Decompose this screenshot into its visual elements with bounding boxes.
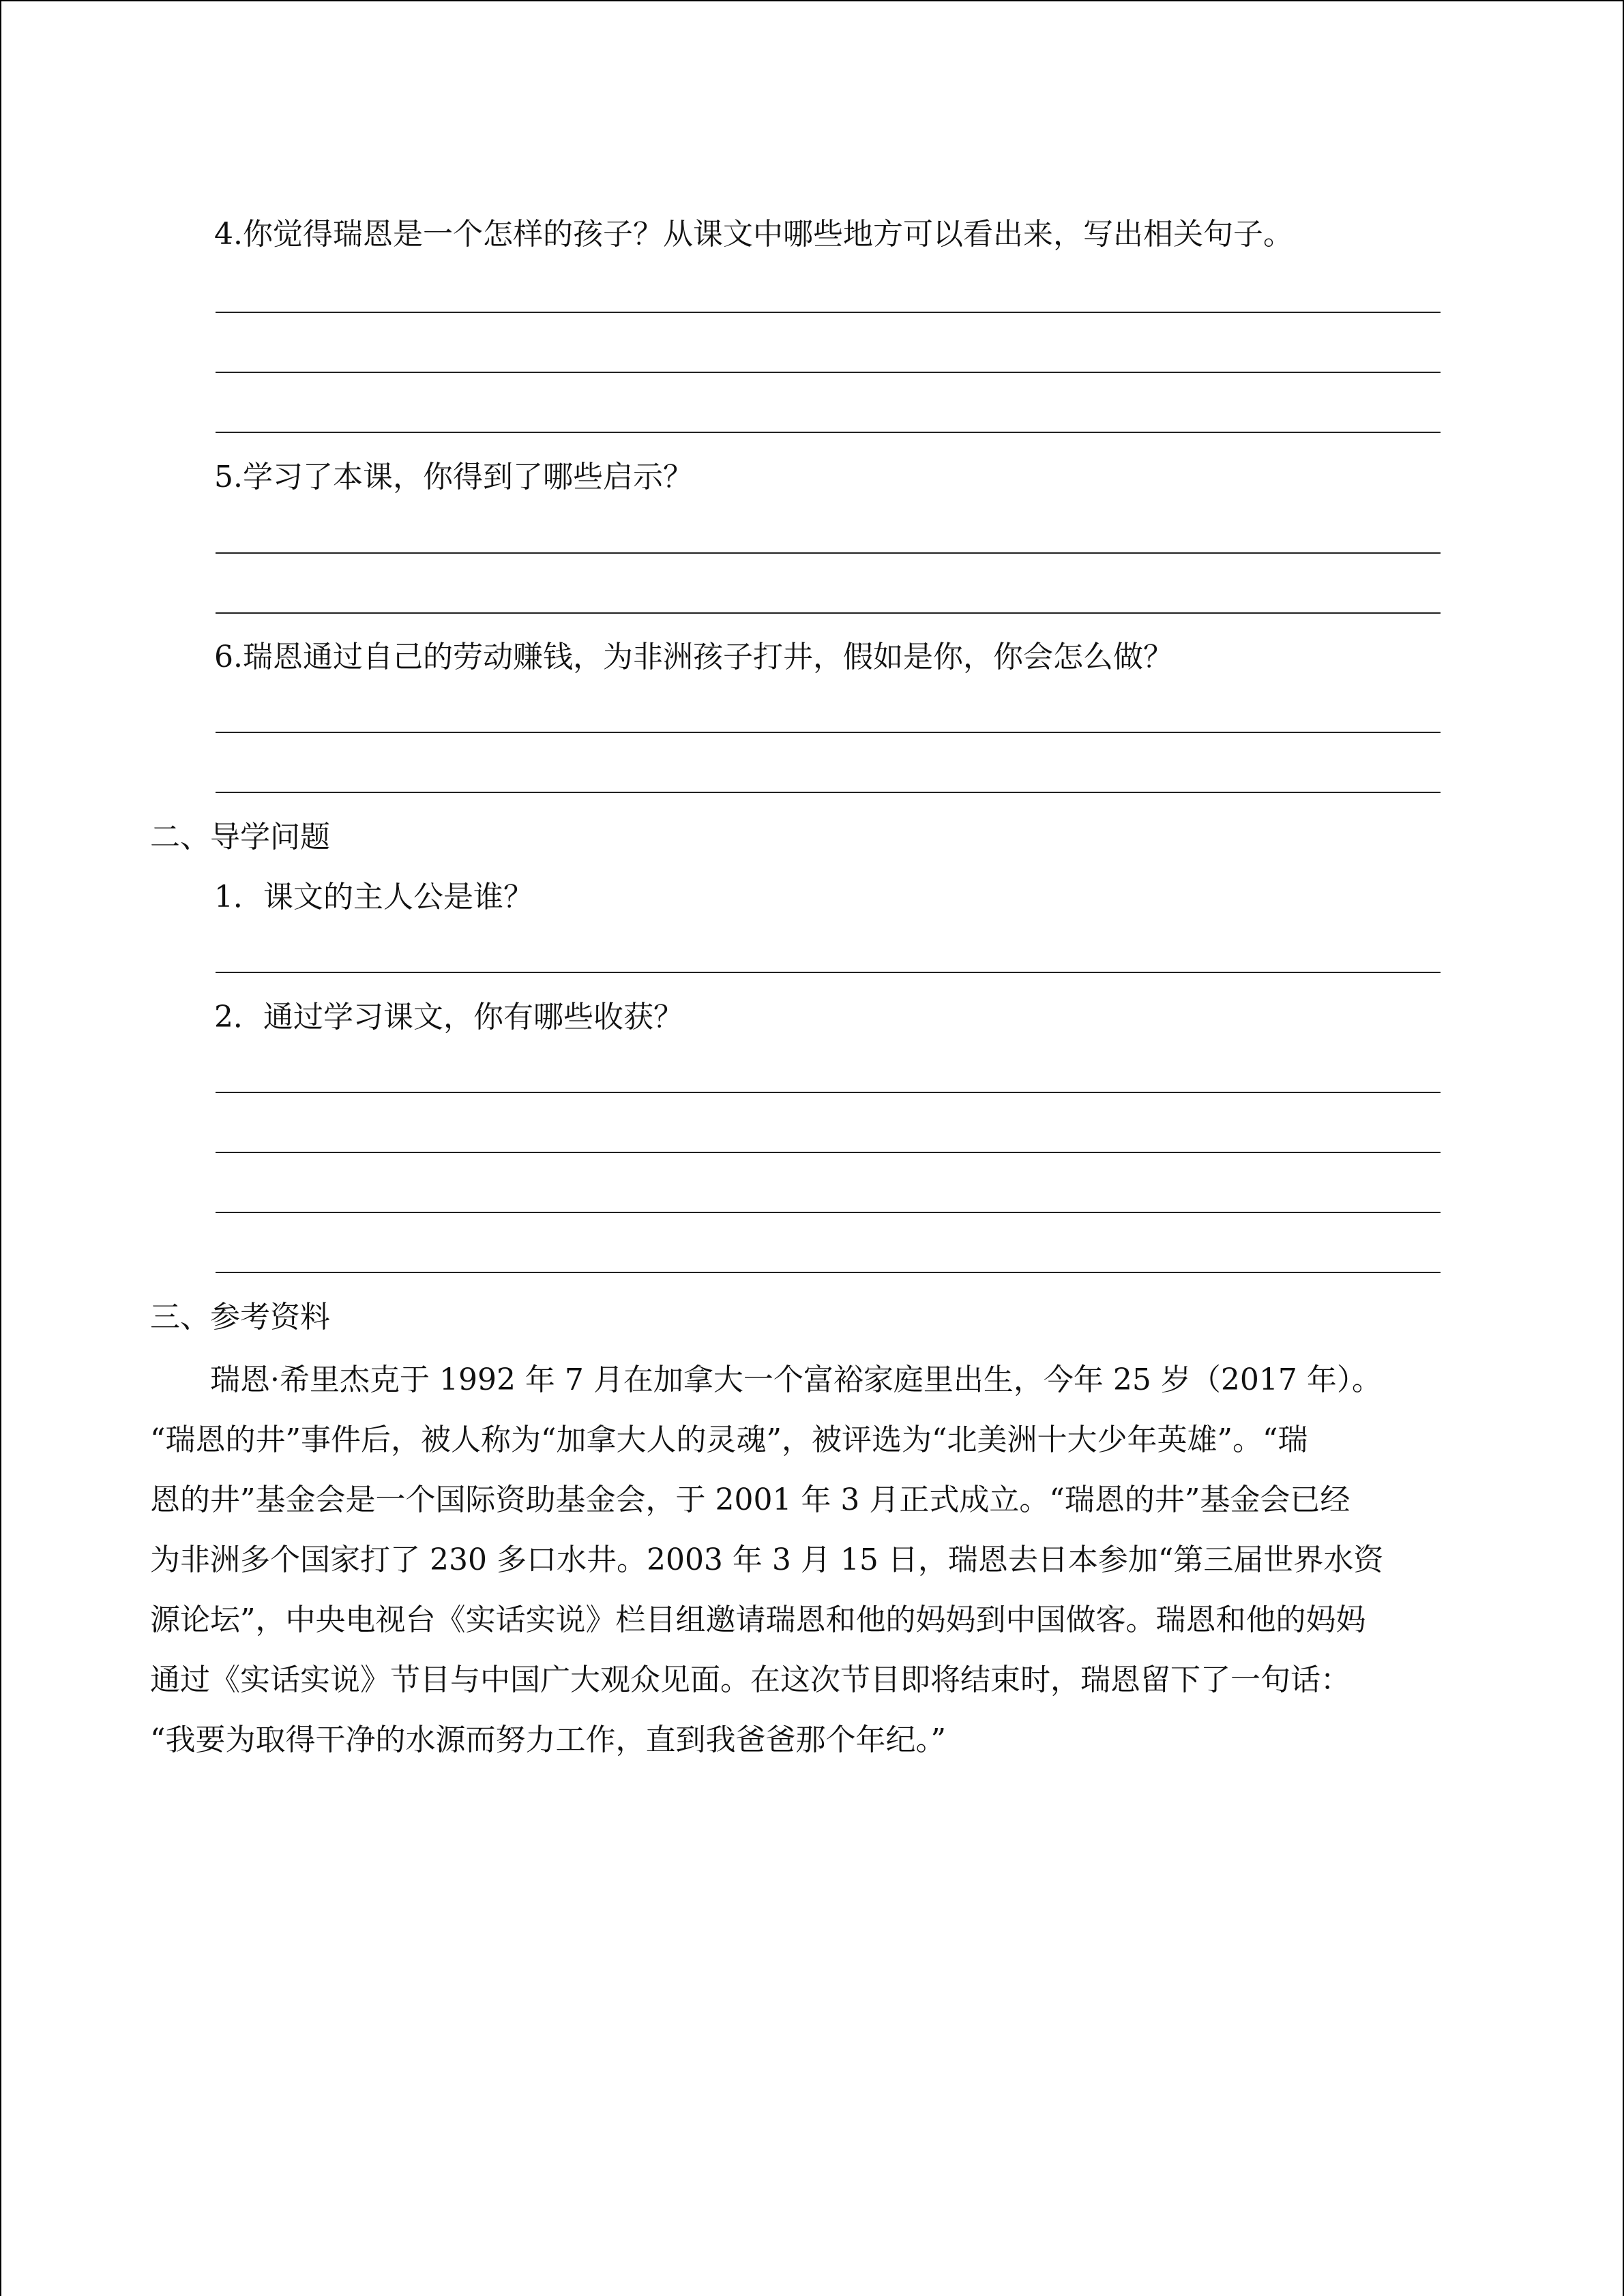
question-4: 4.你觉得瑞恩是一个怎样的孩子？从课文中哪些地方可以看出来，写出相关句子。 bbox=[214, 217, 1293, 252]
answer-line[interactable] bbox=[216, 552, 1441, 554]
question-6: 6.瑞恩通过自己的劳动赚钱，为非洲孩子打井，假如是你，你会怎么做？ bbox=[214, 640, 1173, 674]
answer-line[interactable] bbox=[216, 372, 1441, 373]
answer-line[interactable] bbox=[216, 1152, 1441, 1153]
answer-line[interactable] bbox=[216, 612, 1441, 614]
answer-line[interactable] bbox=[216, 1092, 1441, 1093]
answer-line[interactable] bbox=[216, 792, 1441, 793]
reference-line: “我要为取得干净的水源而努力工作，直到我爸爸那个年纪。” bbox=[150, 1723, 946, 1757]
answer-line[interactable] bbox=[216, 732, 1441, 733]
reference-line: 瑞恩·希里杰克于 1992 年 7 月在加拿大一个富裕家庭里出生，今年 25 岁（2017 年）。 bbox=[150, 1362, 1382, 1397]
reference-paragraph bbox=[150, 1350, 1477, 1770]
guided-question-2: 2．通过学习课文，你有哪些收获？ bbox=[214, 1000, 683, 1034]
guided-question-1: 1．课文的主人公是谁？ bbox=[214, 880, 533, 914]
section-heading-guided-questions: 二、导学问题 bbox=[150, 820, 330, 854]
answer-line[interactable] bbox=[216, 1272, 1441, 1273]
reference-line: 为非洲多个国家打了 230 多口水井。2003 年 3 月 15 日，瑞恩去日本参加“第三届世界水资 bbox=[150, 1542, 1384, 1577]
reference-line: “瑞恩的井”事件后，被人称为“加拿大人的灵魂”，被评选为“北美洲十大少年英雄”。“瑞 bbox=[150, 1422, 1308, 1457]
reference-line: 通过《实话实说》节目与中国广大观众见面。在这次节目即将结束时，瑞恩留下了一句话： bbox=[150, 1663, 1350, 1697]
reference-line: 恩的井”基金会是一个国际资助基金会，于 2001 年 3 月正式成立。“瑞恩的井”基金会已经 bbox=[150, 1482, 1350, 1517]
question-5: 5.学习了本课，你得到了哪些启示？ bbox=[214, 460, 693, 494]
reference-line: 源论坛”，中央电视台《实话实说》栏目组邀请瑞恩和他的妈妈到中国做客。瑞恩和他的妈妈 bbox=[150, 1602, 1366, 1637]
section-heading-reference: 三、参考资料 bbox=[150, 1300, 330, 1335]
answer-line[interactable] bbox=[216, 1212, 1441, 1213]
answer-line[interactable] bbox=[216, 432, 1441, 433]
answer-line[interactable] bbox=[216, 312, 1441, 313]
answer-line[interactable] bbox=[216, 972, 1441, 973]
